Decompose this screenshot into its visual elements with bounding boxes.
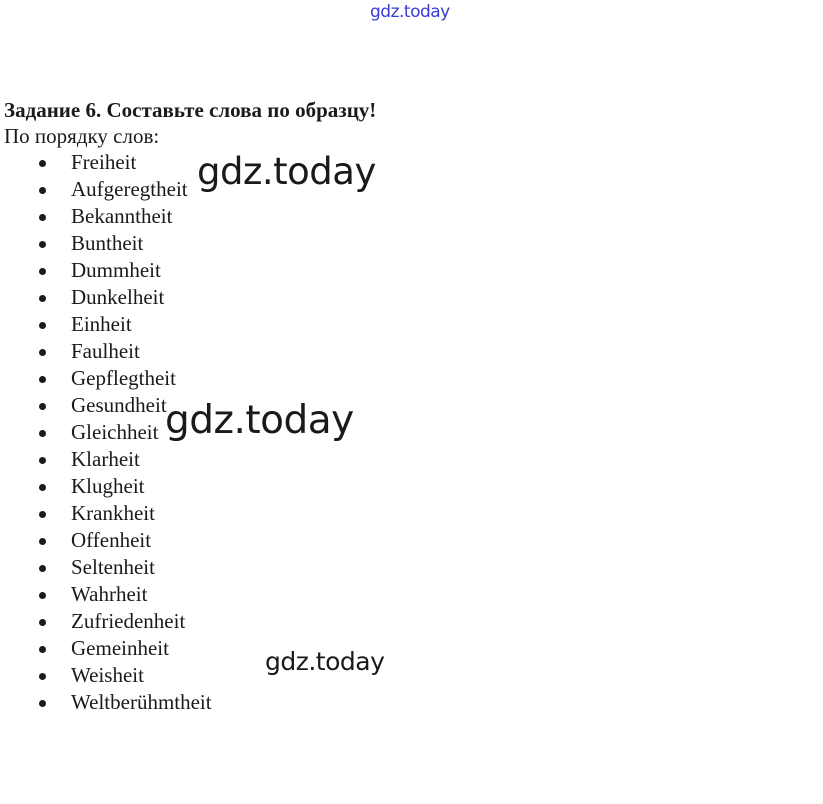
task-subheading: По порядку слов: xyxy=(4,124,160,148)
word-text: Gemeinheit xyxy=(71,636,169,660)
watermark: gdz.today xyxy=(165,398,354,443)
bullet-icon xyxy=(39,619,46,626)
word-text: Buntheit xyxy=(71,231,144,255)
word-text: Dunkelheit xyxy=(71,285,165,309)
list-item xyxy=(0,365,212,392)
word-text: Zufriedenheit xyxy=(71,609,186,633)
list-item xyxy=(0,446,212,473)
word-text: Gesundheit xyxy=(71,393,167,417)
bullet-icon xyxy=(39,376,46,383)
bullet-icon xyxy=(39,430,46,437)
watermark: gdz.today xyxy=(265,647,385,676)
list-item xyxy=(0,500,212,527)
bullet-icon xyxy=(39,538,46,545)
task-heading: Задание 6. Составьте слова по образцу! xyxy=(4,98,377,122)
list-item xyxy=(0,689,212,716)
list-item xyxy=(0,662,212,689)
bullet-icon xyxy=(39,673,46,680)
bullet-icon xyxy=(39,403,46,410)
list-item xyxy=(0,257,212,284)
list-item xyxy=(0,176,212,203)
word-text: Bekanntheit xyxy=(71,204,173,228)
bullet-icon xyxy=(39,592,46,599)
bullet-icon xyxy=(39,295,46,302)
list-item xyxy=(0,608,212,635)
bullet-icon xyxy=(39,457,46,464)
word-text: Krankheit xyxy=(71,501,155,525)
word-text: Gleichheit xyxy=(71,420,159,444)
list-item xyxy=(0,311,212,338)
word-text: Aufgeregtheit xyxy=(71,177,188,201)
word-text: Offenheit xyxy=(71,528,152,552)
list-item xyxy=(0,554,212,581)
bullet-icon xyxy=(39,214,46,221)
bullet-icon xyxy=(39,187,46,194)
bullet-icon xyxy=(39,646,46,653)
watermark: gdz.today xyxy=(197,150,376,193)
word-text: Gepflegtheit xyxy=(71,366,176,390)
bullet-icon xyxy=(39,160,46,167)
word-text: Einheit xyxy=(71,312,132,336)
bullet-icon xyxy=(39,511,46,518)
word-text: Faulheit xyxy=(71,339,140,363)
word-text: Klarheit xyxy=(71,447,140,471)
word-text: Wahrheit xyxy=(71,582,148,606)
word-text: Seltenheit xyxy=(71,555,155,579)
list-item xyxy=(0,527,212,554)
list-item xyxy=(0,149,212,176)
list-item xyxy=(0,338,212,365)
word-text: Dummheit xyxy=(71,258,161,282)
word-text: Freiheit xyxy=(71,150,137,174)
list-item xyxy=(0,203,212,230)
bullet-icon xyxy=(39,322,46,329)
list-item xyxy=(0,581,212,608)
bullet-icon xyxy=(39,349,46,356)
bullet-icon xyxy=(39,241,46,248)
word-text: Weisheit xyxy=(71,663,144,687)
bullet-icon xyxy=(39,700,46,707)
word-text: Klugheit xyxy=(71,474,145,498)
list-item xyxy=(0,635,212,662)
bullet-icon xyxy=(39,565,46,572)
watermark-top: gdz.today xyxy=(370,2,450,22)
list-item xyxy=(0,230,212,257)
bullet-icon xyxy=(39,484,46,491)
bullet-icon xyxy=(39,268,46,275)
word-text: Weltberühmtheit xyxy=(71,690,212,714)
list-item xyxy=(0,473,212,500)
list-item xyxy=(0,284,212,311)
